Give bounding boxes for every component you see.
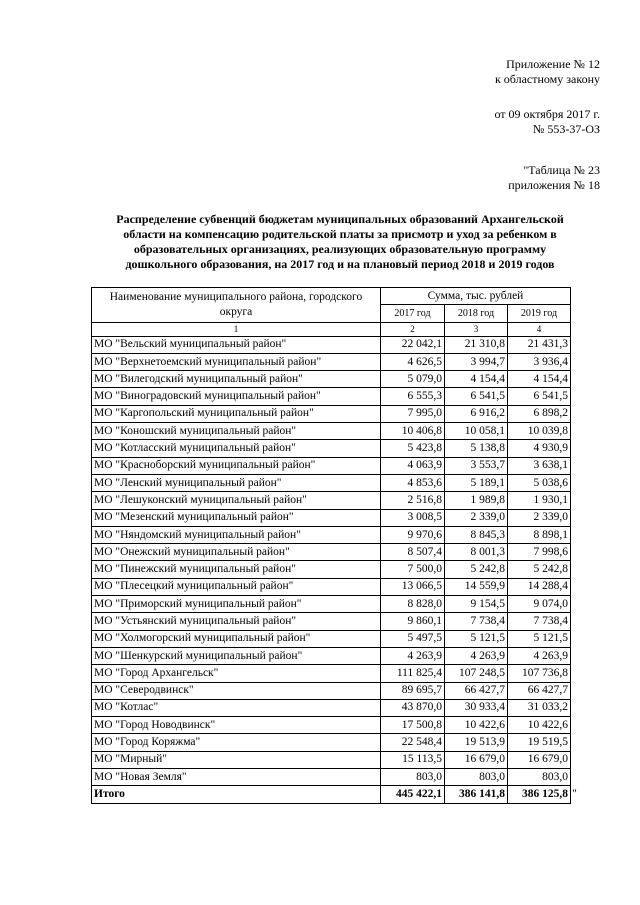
value-2017: 5 497,5 (381, 630, 445, 647)
value-2019: 6 898,2 (508, 405, 571, 422)
value-2018: 5 242,8 (445, 561, 508, 578)
table-row (92, 492, 571, 509)
value-2018: 10 058,1 (445, 423, 508, 440)
municipality-name: МО "Мезенский муниципальный район" (92, 509, 381, 526)
municipality-name: МО "Город Новодвинск" (92, 717, 381, 734)
table-row (92, 578, 571, 595)
table-header-row (92, 288, 571, 305)
value-2017: 4 626,5 (381, 353, 445, 370)
municipality-name: МО "Плесецкий муниципальный район" (92, 578, 381, 595)
value-2017: 7 995,0 (381, 405, 445, 422)
municipality-name: МО "Котласский муниципальный район" (92, 440, 381, 457)
value-2018: 5 189,1 (445, 474, 508, 491)
value-2019: 8 898,1 (508, 526, 571, 543)
law-number: № 553-37-ОЗ (532, 122, 600, 136)
value-2017: 15 113,5 (381, 751, 445, 768)
value-2018: 6 541,5 (445, 388, 508, 405)
table-row (92, 457, 571, 474)
value-2018: 107 248,5 (445, 665, 508, 682)
value-2019: 4 154,4 (508, 371, 571, 388)
col-number: 2 (381, 322, 445, 336)
value-2017: 10 406,8 (381, 423, 445, 440)
table-row (92, 544, 571, 561)
municipality-name: МО "Красноборский муниципальный район" (92, 457, 381, 474)
value-2018: 30 933,4 (445, 699, 508, 716)
value-2019: 5 038,6 (508, 474, 571, 491)
value-2018: 803,0 (445, 769, 508, 786)
municipality-name: МО "Устьянский муниципальный район" (92, 613, 381, 630)
table-row (92, 405, 571, 422)
municipality-name: МО "Ленский муниципальный район" (92, 474, 381, 491)
value-2017: 6 555,3 (381, 388, 445, 405)
value-2018: 4 154,4 (445, 371, 508, 388)
value-2018: 16 679,0 (445, 751, 508, 768)
year-2018-header: 2018 год (445, 305, 508, 322)
col-header-sum: Сумма, тыс. рублей (381, 288, 571, 305)
value-2019: 7 998,6 (508, 544, 571, 561)
title-line: области на компенсацию родительской платы за присмотр и уход за ребенком в (123, 227, 557, 241)
value-2017: 17 500,8 (381, 717, 445, 734)
title-line: дошкольного образования, на 2017 год и на плановый период 2018 и 2019 годов (125, 257, 555, 271)
municipality-name: МО "Шенкурский муниципальный район" (92, 647, 381, 664)
table-row (92, 371, 571, 388)
municipality-name: МО "Холмогорский муниципальный район" (92, 630, 381, 647)
municipality-name: МО "Северодвинск" (92, 682, 381, 699)
value-2019: 14 288,4 (508, 578, 571, 595)
value-2019: 1 930,1 (508, 492, 571, 509)
municipality-name: МО "Приморский муниципальный район" (92, 596, 381, 613)
value-2017: 8 507,4 (381, 544, 445, 561)
value-2019: 5 242,8 (508, 561, 571, 578)
table-row (92, 751, 571, 768)
municipality-name: МО "Верхнетоемский муниципальный район" (92, 353, 381, 370)
table-row (92, 699, 571, 716)
col-header-name: Наименование муниципального района, городского округа (92, 288, 381, 323)
table-row (92, 682, 571, 699)
law-date: от 09 октября 2017 г. (494, 107, 600, 121)
value-2019: 10 039,8 (508, 423, 571, 440)
table-row (92, 474, 571, 491)
value-2019: 9 074,0 (508, 596, 571, 613)
municipality-name: МО "Котлас" (92, 699, 381, 716)
value-2019: 7 738,4 (508, 613, 571, 630)
municipality-name: МО "Город Коряжма" (92, 734, 381, 751)
value-2019: 3 638,1 (508, 457, 571, 474)
municipality-name: МО "Вельский муниципальный район" (92, 336, 381, 353)
title-line: образовательных организациях, реализующих образовательную программу (133, 242, 547, 256)
value-2018: 21 310,8 (445, 336, 508, 353)
table-row (92, 509, 571, 526)
appendix-reference (495, 57, 600, 87)
appendix-line-1: Приложение № 12 (506, 57, 600, 71)
value-2018: 7 738,4 (445, 613, 508, 630)
col-number: 3 (445, 322, 508, 336)
value-2018: 8 845,3 (445, 526, 508, 543)
value-2018: 5 138,8 (445, 440, 508, 457)
municipality-name: МО "Коношский муниципальный район" (92, 423, 381, 440)
total-2017: 445 422,1 (381, 786, 445, 803)
value-2019: 3 936,4 (508, 353, 571, 370)
value-2019: 19 519,5 (508, 734, 571, 751)
value-2017: 5 079,0 (381, 371, 445, 388)
value-2018: 66 427,7 (445, 682, 508, 699)
year-2019-header: 2019 год (508, 305, 571, 322)
appendix-line-2: к областному закону (494, 72, 600, 86)
table-row (92, 630, 571, 647)
col-number: 1 (92, 322, 381, 336)
value-2019: 31 033,2 (508, 699, 571, 716)
value-2018: 10 422,6 (445, 717, 508, 734)
municipality-name: МО "Пинежский муниципальный район" (92, 561, 381, 578)
value-2017: 8 828,0 (381, 596, 445, 613)
law-date-number (494, 107, 600, 137)
table-row (92, 665, 571, 682)
value-2019: 16 679,0 (508, 751, 571, 768)
municipality-name: МО "Няндомский муниципальный район" (92, 526, 381, 543)
table-row (92, 336, 571, 353)
value-2019: 107 736,8 (508, 665, 571, 682)
value-2019: 6 541,5 (508, 388, 571, 405)
value-2019: 66 427,7 (508, 682, 571, 699)
value-2017: 803,0 (381, 769, 445, 786)
value-2017: 4 853,6 (381, 474, 445, 491)
document-title (90, 212, 590, 272)
municipality-name: МО "Лешуконский муниципальный район" (92, 492, 381, 509)
column-number-row (92, 322, 571, 336)
value-2018: 3 553,7 (445, 457, 508, 474)
value-2017: 13 066,5 (381, 578, 445, 595)
value-2017: 2 516,8 (381, 492, 445, 509)
municipality-name: МО "Каргопольский муниципальный район" (92, 405, 381, 422)
value-2018: 8 001,3 (445, 544, 508, 561)
municipality-name: МО "Виноградовский муниципальный район" (92, 388, 381, 405)
table-row (92, 734, 571, 751)
municipality-name: МО "Онежский муниципальный район" (92, 544, 381, 561)
table-row (92, 717, 571, 734)
col-number: 4 (508, 322, 571, 336)
total-2018: 386 141,8 (445, 786, 508, 803)
municipality-name: МО "Вилегодский муниципальный район" (92, 371, 381, 388)
value-2017: 43 870,0 (381, 699, 445, 716)
table-row (92, 353, 571, 370)
table-row (92, 769, 571, 786)
value-2019: 803,0 (508, 769, 571, 786)
value-2019: 2 339,0 (508, 509, 571, 526)
value-2017: 7 500,0 (381, 561, 445, 578)
value-2017: 22 548,4 (381, 734, 445, 751)
value-2017: 3 008,5 (381, 509, 445, 526)
title-line: Распределение субвенций бюджетам муниципальных образований Архангельской (116, 212, 564, 226)
table-ref-line-1: "Таблица № 23 (523, 163, 600, 177)
value-2018: 9 154,5 (445, 596, 508, 613)
value-2018: 5 121,5 (445, 630, 508, 647)
table-row (92, 613, 571, 630)
value-2018: 3 994,7 (445, 353, 508, 370)
table-row (92, 388, 571, 405)
value-2018: 2 339,0 (445, 509, 508, 526)
closing-quote: " (572, 785, 577, 800)
value-2019: 4 930,9 (508, 440, 571, 457)
value-2018: 14 559,9 (445, 578, 508, 595)
municipality-name: МО "Новая Земля" (92, 769, 381, 786)
table-row (92, 423, 571, 440)
year-2017-header: 2017 год (381, 305, 445, 322)
value-2019: 4 263,9 (508, 647, 571, 664)
value-2017: 89 695,7 (381, 682, 445, 699)
value-2019: 5 121,5 (508, 630, 571, 647)
value-2017: 111 825,4 (381, 665, 445, 682)
table-row (92, 440, 571, 457)
value-2018: 6 916,2 (445, 405, 508, 422)
value-2017: 4 063,9 (381, 457, 445, 474)
total-2019: 386 125,8 (508, 786, 571, 803)
value-2017: 4 263,9 (381, 647, 445, 664)
table-row (92, 596, 571, 613)
subsidy-table (91, 287, 571, 804)
table-row (92, 561, 571, 578)
total-row (92, 786, 571, 803)
value-2017: 9 970,6 (381, 526, 445, 543)
municipality-name: МО "Город Архангельск" (92, 665, 381, 682)
value-2019: 21 431,3 (508, 336, 571, 353)
value-2017: 9 860,1 (381, 613, 445, 630)
value-2018: 1 989,8 (445, 492, 508, 509)
value-2017: 22 042,1 (381, 336, 445, 353)
value-2018: 19 513,9 (445, 734, 508, 751)
table-reference (508, 163, 600, 193)
total-label: Итого (92, 786, 381, 803)
value-2018: 4 263,9 (445, 647, 508, 664)
table-row (92, 526, 571, 543)
value-2017: 5 423,8 (381, 440, 445, 457)
table-ref-line-2: приложения № 18 (508, 178, 600, 192)
municipality-name: МО "Мирный" (92, 751, 381, 768)
table-row (92, 647, 571, 664)
value-2019: 10 422,6 (508, 717, 571, 734)
